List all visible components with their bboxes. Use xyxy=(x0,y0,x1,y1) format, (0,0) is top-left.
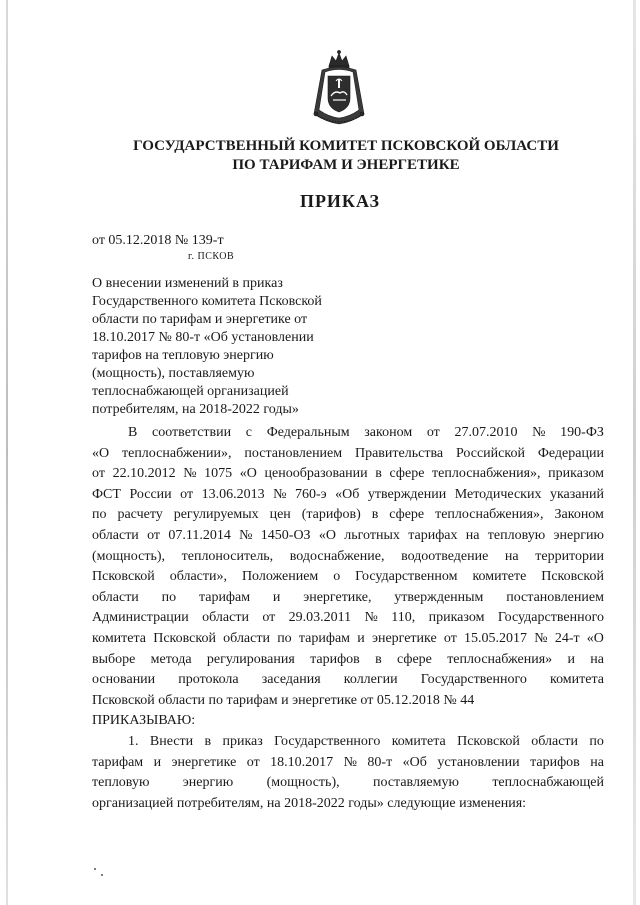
preamble-line xyxy=(92,444,604,465)
item-1-line xyxy=(92,732,604,753)
word: тарифов xyxy=(530,754,580,770)
preamble-line xyxy=(92,650,604,671)
preamble-line xyxy=(92,505,604,526)
org-title-line-2: ПО ТАРИФАМ И ЭНЕРГЕТИКЕ xyxy=(232,157,460,173)
subject-line: Государственного комитета Псковской xyxy=(92,294,322,309)
word: постановлением xyxy=(244,445,343,461)
word: по xyxy=(589,733,604,749)
word: энергетике xyxy=(171,754,237,770)
word: на xyxy=(590,651,604,667)
word: 27.07.2010 xyxy=(454,425,518,440)
word: «О xyxy=(318,527,336,543)
preamble-line xyxy=(92,485,604,506)
word: № xyxy=(532,425,546,440)
word: тепловую xyxy=(92,775,150,791)
word: Псковской xyxy=(92,569,155,585)
word: 1075 xyxy=(204,466,233,482)
preamble-line xyxy=(92,588,604,609)
word: № xyxy=(239,527,253,543)
word: Псковской xyxy=(153,630,216,646)
word: о xyxy=(333,569,341,585)
word: в xyxy=(371,507,379,523)
word: установлении xyxy=(437,754,520,770)
word: в xyxy=(204,733,212,749)
word: № xyxy=(534,630,548,646)
word: соответствии xyxy=(152,425,232,440)
word: «О xyxy=(586,630,604,646)
word: области xyxy=(92,527,139,543)
word: № xyxy=(183,466,197,482)
word: «Об xyxy=(402,754,427,770)
word: теплоснабжения» xyxy=(447,651,553,667)
subject-line: теплоснабжающей организацией xyxy=(92,384,289,399)
preamble-line xyxy=(92,670,604,691)
word: области», xyxy=(169,569,227,585)
word: России xyxy=(129,486,172,502)
word: от xyxy=(147,527,161,543)
word: и xyxy=(153,754,162,770)
word: Положением xyxy=(241,569,319,585)
preamble-line xyxy=(92,526,604,547)
city: г. ПСКОВ xyxy=(188,251,235,262)
word: Федеральным xyxy=(266,425,350,440)
word: 15.05.2017 xyxy=(464,630,528,646)
word: и xyxy=(272,589,281,605)
word: Государственного xyxy=(274,733,381,749)
word: от xyxy=(92,466,105,482)
word: постановлением xyxy=(506,589,604,605)
word: области xyxy=(223,630,270,646)
word: 1. xyxy=(128,733,139,749)
word: на xyxy=(504,548,519,564)
word: от xyxy=(443,630,457,646)
word: 13.06.2013 xyxy=(201,486,265,502)
preamble-line xyxy=(92,464,604,485)
word: от xyxy=(262,610,276,626)
word: приказом xyxy=(548,466,604,482)
word: сфере xyxy=(397,651,432,667)
scan-speck xyxy=(94,868,96,870)
word: территории xyxy=(535,548,604,564)
subject-line: тарифов на тепловую энергию xyxy=(92,348,274,363)
word: выборе xyxy=(92,651,136,667)
word: Правительства xyxy=(354,445,444,461)
word: тарифов xyxy=(310,651,360,667)
word: на xyxy=(590,754,604,770)
word: указаний xyxy=(549,486,604,502)
word: от xyxy=(246,754,260,770)
word: «Об xyxy=(335,486,360,502)
org-title-line-1: ГОСУДАРСТВЕННЫЙ КОМИТЕТ ПСКОВСКОЙ ОБЛАСТИ xyxy=(133,138,559,154)
word: 22.10.2012 xyxy=(112,466,176,482)
word: (мощность), xyxy=(92,548,166,564)
word: 24-т xyxy=(554,630,580,646)
word: на xyxy=(465,527,480,543)
word: «О xyxy=(92,445,110,461)
preamble-line: Псковской области по тарифам и энергетике от 05.12.2018 № 44 xyxy=(92,692,475,708)
preamble-line xyxy=(92,547,604,568)
word: Федерации xyxy=(537,445,604,461)
word: энергию xyxy=(553,527,604,543)
word: 18.10.2017 xyxy=(270,754,334,770)
word: ценообразовании xyxy=(264,466,368,482)
word: 80-т xyxy=(367,754,393,770)
scan-edge-right xyxy=(633,0,636,905)
word: водоотведение xyxy=(401,548,489,564)
word: В xyxy=(128,425,138,440)
item-1-line xyxy=(92,773,604,794)
word: приказом xyxy=(428,610,485,626)
scan-edge-left xyxy=(6,0,8,905)
subject-line: О внесении изменений в приказ xyxy=(92,276,283,291)
word: 29.03.2011 xyxy=(288,610,352,626)
word: коллегии xyxy=(343,672,398,688)
word: комитета xyxy=(92,630,147,646)
word: сфере xyxy=(389,466,425,482)
word: 1450-ОЗ xyxy=(260,527,311,543)
item-1-line xyxy=(92,753,604,774)
pskov-coat-of-arms-icon xyxy=(302,48,376,128)
word: области xyxy=(202,610,249,626)
word: тарифам xyxy=(298,630,351,646)
word: приказ xyxy=(222,733,263,749)
word: Законом xyxy=(554,507,604,523)
word: по xyxy=(161,589,177,605)
word: метода xyxy=(150,651,192,667)
word: теплоснабжении», xyxy=(121,445,232,461)
word: Псковской xyxy=(457,733,520,749)
word: комитета xyxy=(391,733,446,749)
preamble-line xyxy=(92,608,604,629)
subject-line: (мощность), поставляемую xyxy=(92,366,255,381)
subject-line: потребителям, на 2018-2022 годы» xyxy=(92,402,299,417)
word: в xyxy=(375,466,382,482)
word: основании xyxy=(92,672,156,688)
word: законом xyxy=(364,425,413,440)
subject-line: области по тарифам и энергетике от xyxy=(92,312,308,327)
word: области xyxy=(531,733,579,749)
organization-title xyxy=(96,137,596,175)
preamble-line xyxy=(92,567,604,588)
word: энергию xyxy=(182,775,234,791)
word: тепловую xyxy=(487,527,546,543)
word: утверждении xyxy=(367,486,447,502)
word: «О xyxy=(239,466,257,482)
word: сфере xyxy=(389,507,425,523)
word: Российской xyxy=(455,445,525,461)
word: протокола xyxy=(178,672,239,688)
word: 190-ФЗ xyxy=(560,425,604,440)
word: Методических xyxy=(454,486,542,502)
word: по xyxy=(277,630,292,646)
word: цен xyxy=(269,507,291,523)
word: Государственном xyxy=(355,569,458,585)
word: в xyxy=(375,651,382,667)
word: комитета xyxy=(549,672,604,688)
order-body xyxy=(92,423,604,814)
word: 07.11.2014 xyxy=(168,527,231,543)
word: от xyxy=(426,425,440,440)
word: заседания xyxy=(261,672,321,688)
word: Государственного xyxy=(420,672,527,688)
scan-speck xyxy=(101,874,103,876)
word: и xyxy=(567,651,575,667)
word: теплоснабжения», xyxy=(435,507,544,523)
date-and-number: от 05.12.2018 № 139-т xyxy=(92,233,224,248)
word: и xyxy=(357,630,365,646)
word: № xyxy=(273,486,287,502)
word: регулирования xyxy=(206,651,295,667)
word: комитете xyxy=(472,569,527,585)
word: энергетике, xyxy=(303,589,372,605)
document-type: ПРИКАЗ xyxy=(299,191,381,211)
word: Администрации xyxy=(92,610,189,626)
word: с xyxy=(245,425,253,440)
word: 110, xyxy=(391,610,416,626)
word: водоснабжение, xyxy=(289,548,385,564)
word: тарифах xyxy=(408,527,458,543)
order-subject xyxy=(92,275,392,419)
word: энергетике xyxy=(371,630,437,646)
word: льготных xyxy=(344,527,400,543)
word: теплоснабжения», xyxy=(432,466,541,482)
word: (тарифов) xyxy=(301,507,361,523)
word: по xyxy=(92,507,107,523)
word: тарифам xyxy=(92,754,144,770)
word: Государственного xyxy=(497,610,604,626)
word: (мощность), xyxy=(266,775,340,791)
preamble-line xyxy=(92,629,604,650)
word: от xyxy=(180,486,194,502)
word: Внести xyxy=(149,733,194,749)
subject-line: 18.10.2017 № 80-т «Об установлении xyxy=(92,330,314,345)
word: тарифам xyxy=(198,589,251,605)
word: расчету xyxy=(117,507,163,523)
word: регулируемых xyxy=(173,507,259,523)
word: Псковской xyxy=(541,569,604,585)
order-word: ПРИКАЗЫВАЮ: xyxy=(92,713,196,729)
word: поставляемую xyxy=(372,775,459,791)
word: теплоснабжающей xyxy=(492,775,604,791)
word: № xyxy=(364,610,378,626)
word: ФСТ xyxy=(92,486,121,502)
word: 760-э xyxy=(294,486,327,502)
item-1-line: организацией потребителям, на 2018-2022 годы» следующие изменения: xyxy=(92,795,527,811)
word: утвержденным xyxy=(394,589,484,605)
word: области xyxy=(92,589,139,605)
preamble-line xyxy=(92,423,604,444)
word: № xyxy=(343,754,357,770)
word: теплоноситель, xyxy=(181,548,274,564)
